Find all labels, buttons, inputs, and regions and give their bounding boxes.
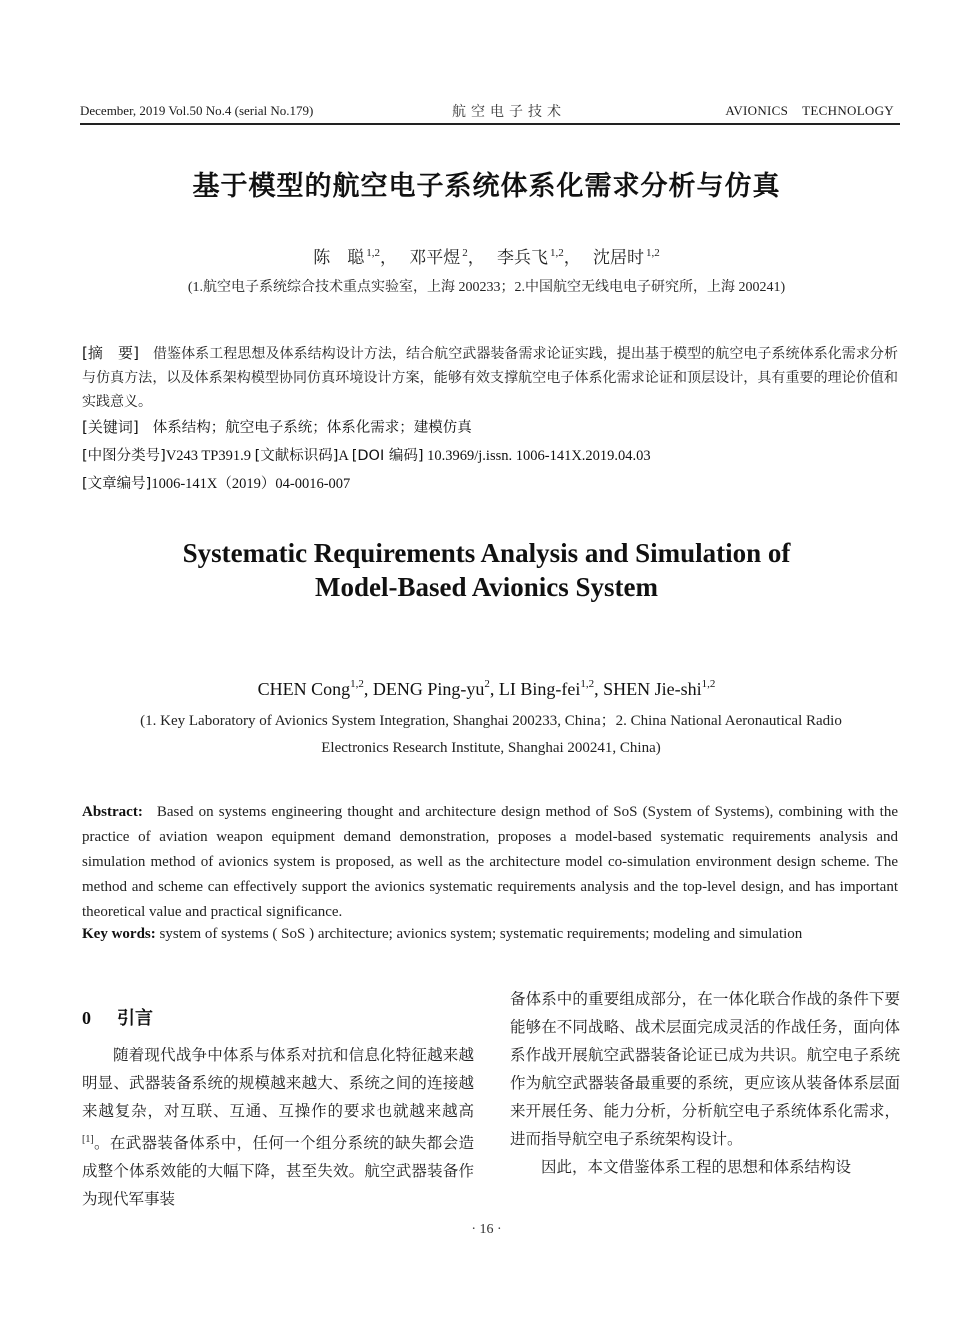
header-divider bbox=[80, 123, 900, 125]
author-name: 邓平煜 bbox=[409, 248, 461, 267]
author-affiliation-marker: 1,2 bbox=[646, 247, 660, 259]
abstract-label-cn: [摘 要] bbox=[82, 344, 139, 362]
author-name: 沈居时 bbox=[593, 248, 644, 267]
abstract-cn bbox=[82, 341, 898, 415]
author-name: DENG Ping-yu bbox=[372, 679, 485, 699]
affiliation-en bbox=[82, 708, 900, 762]
journal-name-en: AVIONICS TECHNOLOGY bbox=[725, 103, 894, 118]
author-name: CHEN Cong bbox=[257, 679, 351, 699]
keywords-text-cn: 体系结构；航空电子系统；体系化需求；建模仿真 bbox=[152, 420, 472, 436]
section-title: 引言 bbox=[117, 1008, 153, 1029]
citation-ref[interactable]: [1] bbox=[82, 1134, 94, 1145]
author-list-cn: 陈 聪 $^{1,2}$， 邓平煜 $^2$， 李兵飞 $^{1,2}$， 沈居时 $^{1,2}$ bbox=[313, 247, 660, 267]
abstract-text-cn: 借鉴体系工程思想及体系结构设计方法，结合航空武器装备需求论证实践，提出基于模型的航空电子系统体系化需求分析与仿真方法，以及体系架构模型协同仿真环境设计方案，能够有效支撑航空电子体系化需求论证和顶层设计，具有重要的理论价值和实践意义。 bbox=[82, 347, 898, 410]
doc-code-label: [文献标识码] bbox=[254, 448, 339, 464]
doi-label: [DOI 编码] bbox=[351, 448, 424, 464]
author-affiliation-marker: 1,2 bbox=[550, 247, 564, 259]
author-affiliation-marker: 2 bbox=[462, 247, 468, 259]
author-affiliation-marker: 1,2 bbox=[701, 678, 716, 690]
article-number-line bbox=[82, 472, 350, 493]
author-name: SHEN Jie-shi bbox=[603, 679, 702, 699]
journal-name-cn: 航空电子技术 bbox=[452, 105, 566, 120]
doc-code-value: A bbox=[338, 448, 349, 464]
keywords-en bbox=[82, 926, 902, 943]
section-heading-introduction bbox=[82, 1004, 153, 1030]
keywords-label-cn: [关键词] bbox=[82, 418, 139, 436]
section-number: 0 bbox=[82, 1008, 91, 1028]
body-column-right bbox=[510, 986, 900, 1182]
author-name: 李兵飞 bbox=[497, 248, 548, 267]
keywords-cn bbox=[82, 416, 472, 437]
author-affiliation-marker: 1,2 bbox=[350, 678, 364, 690]
author-list-en: CHEN Cong$^{1,2}$, DENG Ping-$yu^2$, LI Bing-fei$^{1,2}$, SHEN Jie-shi$^{1,2}$ bbox=[257, 678, 716, 699]
running-header bbox=[80, 101, 900, 123]
affiliation-line-1: (1. Key Laboratory of Avionics System Integration, Shanghai 200233, China；2. China National Aeronautical Radio bbox=[140, 713, 842, 729]
paragraph: 随着现代战争中体系与体系对抗和信息化特征越来越明显、武器装备系统的规模越来越大、系统之间的连接越来越复杂，对互联、互通、互操作的要求也就越来越高[1]。在武器装备体系中，任何一个组分系统的缺失都会造成整个体系效能的大幅下降，甚至失效。航空武器装备作为现代军事装 bbox=[82, 1047, 474, 1208]
author-name: LI Bing-fei bbox=[498, 679, 581, 699]
clc-value: V243 TP391.9 bbox=[165, 448, 251, 464]
abstract-label-en: Abstract: bbox=[82, 804, 143, 820]
keywords-text-en: system of systems ( SoS ) architecture; avionics system; systematic requirements; modeling and simulation bbox=[159, 926, 803, 942]
title-line-1: Systematic Requirements Analysis and Simulation of bbox=[182, 538, 791, 568]
keywords-label-en: Key words: bbox=[82, 926, 156, 942]
abstract-en bbox=[82, 800, 898, 925]
doi-value[interactable]: 10.3969/j.issn. 1006-141X.2019.04.03 bbox=[427, 448, 651, 464]
author-affiliation-marker: 2 bbox=[484, 678, 490, 690]
affiliation-cn: (1.航空电子系统综合技术重点实验室，上海 200233；2.中国航空无线电电子研究所，上海 200241) bbox=[187, 280, 786, 295]
title-line-2: Model-Based Avionics System bbox=[315, 572, 658, 602]
affiliation-line-2: Electronics Research Institute, Shanghai 200241, China) bbox=[321, 740, 661, 756]
paper-title-en bbox=[0, 536, 973, 604]
paragraph: 因此，本文借鉴体系工程的思想和体系结构设 bbox=[541, 1159, 852, 1176]
abstract-text-en: Based on systems engineering thought and architecture design method of SoS (System of Systems), combining with the practice of aviation weapon equipment demand demonstration, proposes a model-based systematic requirements analysis and simulation method of avionics system is proposed, as well as the architecture model co-simulation environment design scheme. The method and scheme can effectively support the avionics systematic requirements analysis and the top-level design, and has important theoretical value and practical significance. bbox=[82, 804, 898, 920]
body-column-left bbox=[82, 1042, 474, 1214]
article-no-value: 1006-141X（2019）04-0016-007 bbox=[151, 476, 351, 492]
author-name: 陈 聪 bbox=[313, 248, 365, 267]
paragraph: 备体系中的重要组成部分，在一体化联合作战的条件下要能够在不同战略、战术层面完成灵活的作战任务，面向体系作战开展航空武器装备论证已成为共识。航空电子系统作为航空武器装备最重要的系统，更应该从装备体系层面来开展任务、能力分析，分析航空电子系统体系化需求，进而指导航空电子系统架构设计。 bbox=[510, 991, 900, 1148]
article-no-label: [文章编号] bbox=[82, 476, 152, 492]
classification-line bbox=[82, 444, 651, 465]
page-number: · 16 · bbox=[471, 1222, 502, 1237]
author-affiliation-marker: 1,2 bbox=[580, 678, 595, 690]
paper-title-cn: 基于模型的航空电子系统体系化需求分析与仿真 bbox=[192, 171, 781, 202]
author-affiliation-marker: 1,2 bbox=[366, 247, 380, 259]
clc-label: [中图分类号] bbox=[82, 448, 166, 464]
journal-issue-info: December, 2019 Vol.50 No.4 (serial No.179) bbox=[80, 103, 314, 118]
